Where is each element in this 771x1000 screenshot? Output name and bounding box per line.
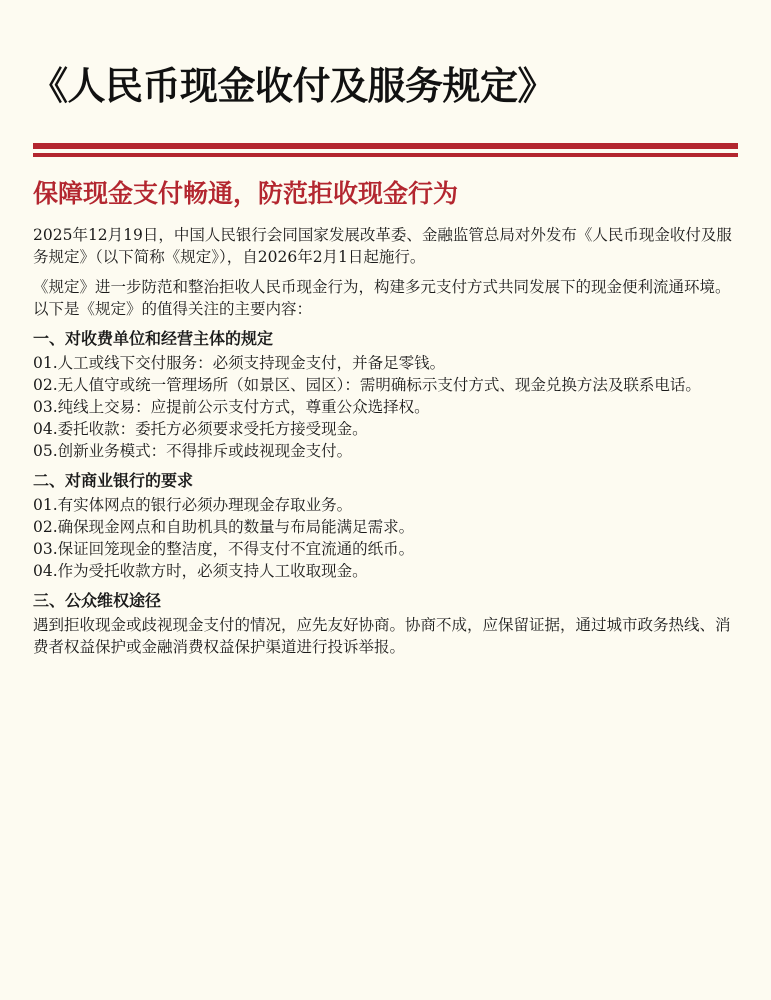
list-item: 01.人工或线下交付服务：必须支持现金支付，并备足零钱。	[33, 354, 446, 372]
title-divider-thin	[33, 153, 738, 157]
list-item: 02.确保现金网点和自助机具的数量与布局能满足需求。	[33, 518, 415, 536]
section-bank-requirements	[33, 470, 738, 582]
list-item: 03.保证回笼现金的整洁度，不得支付不宜流通的纸币。	[33, 540, 415, 558]
list-item: 04.委托收款：委托方必须要求受托方接受现金。	[33, 420, 368, 438]
page-subtitle: 保障现金支付畅通，防范拒收现金行为	[33, 179, 459, 208]
intro-paragraph-2: 《规定》进一步防范和整治拒收人民币现金行为，构建多元支付方式共同发展下的现金便利流通环境。以下是《规定》的值得关注的主要内容：	[33, 278, 731, 318]
document-body	[33, 224, 738, 658]
section-heading: 二、对商业银行的要求	[33, 471, 194, 490]
title-divider-thick	[33, 143, 738, 149]
page-title: 《人民币现金收付及服务规定》	[30, 63, 556, 108]
section-business-rules	[33, 328, 738, 462]
section-heading: 三、公众维权途径	[33, 591, 162, 610]
list-item: 02.无人值守或统一管理场所（如景区、园区）：需明确标示支付方式、现金兑换方法及联系电话。	[33, 376, 701, 394]
intro-paragraph-1: 2025年12月19日，中国人民银行会同国家发展改革委、金融监管总局对外发布《人民币现金收付及服务规定》（以下简称《规定》），自2026年2月1日起施行。	[33, 226, 732, 266]
list-item: 04.作为受托收款方时，必须支持人工收取现金。	[33, 562, 368, 580]
section-public-rights	[33, 590, 738, 658]
list-item: 遇到拒收现金或歧视现金支付的情况，应先友好协商。协商不成，应保留证据，通过城市政务热线、消费者权益保护或金融消费权益保护渠道进行投诉举报。	[33, 616, 731, 656]
list-item: 01.有实体网点的银行必须办理现金存取业务。	[33, 496, 353, 514]
list-item: 05.创新业务模式：不得排斥或歧视现金支付。	[33, 442, 353, 460]
section-heading: 一、对收费单位和经营主体的规定	[33, 329, 274, 348]
list-item: 03.纯线上交易：应提前公示支付方式，尊重公众选择权。	[33, 398, 430, 416]
